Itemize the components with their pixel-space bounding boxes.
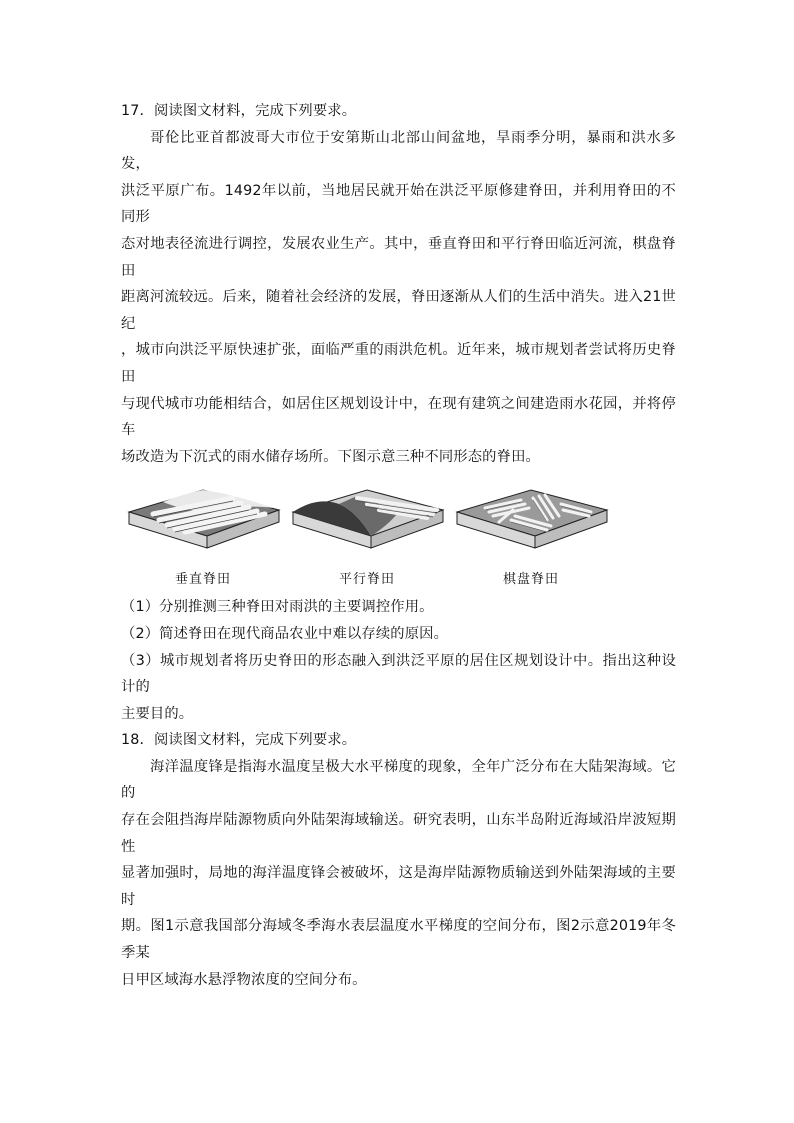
question-17-subquestion-3-continued: 主要目的。: [121, 705, 194, 722]
vertical-ridge-field-illustration: [123, 474, 283, 566]
figure-parallel-ridge-field: [287, 474, 447, 587]
paragraph-line: 态对地表径流进行调控，发展农业生产。其中，垂直脊田和平行脊田临近河流，棋盘脊田: [121, 235, 676, 279]
paragraph-line: ，城市向洪泛平原快速扩张，面临严重的雨洪危机。近年来，城市规划者尝试将历史脊田: [121, 342, 676, 385]
question-18-heading: 18．阅读图文材料，完成下列要求。: [121, 732, 357, 749]
checkerboard-ridge-field-illustration: [451, 474, 611, 566]
question-17-subquestion-3: （3）城市规划者将历史脊田的形态融入到洪泛平原的居住区规划设计中。指出这种设计的: [121, 652, 676, 696]
paragraph-line: 与现代城市功能相结合，如居住区规划设计中，在现有建筑之间建造雨水花园，并将停车: [121, 395, 676, 439]
figure-caption: 棋盘脊田: [502, 572, 559, 588]
figure-checkerboard-ridge-field: [451, 474, 611, 587]
figure-caption: 垂直脊田: [174, 572, 231, 588]
page-content: [121, 98, 676, 993]
question-18-material: [121, 754, 676, 993]
question-17-material: [121, 125, 676, 471]
paragraph-line: 期。图1示意我国部分海域冬季海水表层温度水平梯度的空间分布，图2示意2019年冬季某: [121, 918, 676, 962]
paragraph-line: 哥伦比亚首都波哥大市位于安第斯山北部山间盆地，旱雨季分明，暴雨和洪水多发，: [121, 129, 676, 173]
question-17-heading: 17．阅读图文材料，完成下列要求。: [121, 103, 357, 119]
paragraph-line: 存在会阻挡海岸陆源物质向外陆架海域输送。研究表明，山东半岛附近海域沿岸波短期性: [121, 812, 676, 855]
parallel-ridge-field-illustration: [287, 474, 447, 566]
figure-caption: 平行脊田: [338, 572, 395, 588]
paragraph-line: 日甲区域海水悬浮物浓度的空间分布。: [121, 971, 367, 988]
ridge-field-figures: [121, 474, 676, 592]
paragraph-line: 洪泛平原广布。1492年以前，当地居民就开始在洪泛平原修建脊田，并利用脊田的不同形: [121, 182, 676, 226]
paragraph-line: 显著加强时，局地的海洋温度锋会被破坏，这是海岸陆源物质输送到外陆架海域的主要时: [121, 865, 676, 908]
paragraph-line: 距离河流较远。后来，随着社会经济的发展，脊田逐渐从人们的生活中消失。进入21世纪: [121, 289, 676, 332]
paragraph-line: 海洋温度锋是指海水温度呈极大水平梯度的现象，全年广泛分布在大陆架海域。它的: [121, 758, 676, 802]
question-17-subquestion-2: （2）简述脊田在现代商品农业中难以存续的原因。: [121, 625, 449, 642]
question-17-subquestion-1: （1）分别推测三种脊田对雨洪的主要调控作用。: [121, 599, 434, 616]
paragraph-line: 场改造为下沉式的雨水储存场所。下图示意三种不同形态的脊田。: [121, 448, 540, 465]
figure-vertical-ridge-field: [123, 474, 283, 587]
